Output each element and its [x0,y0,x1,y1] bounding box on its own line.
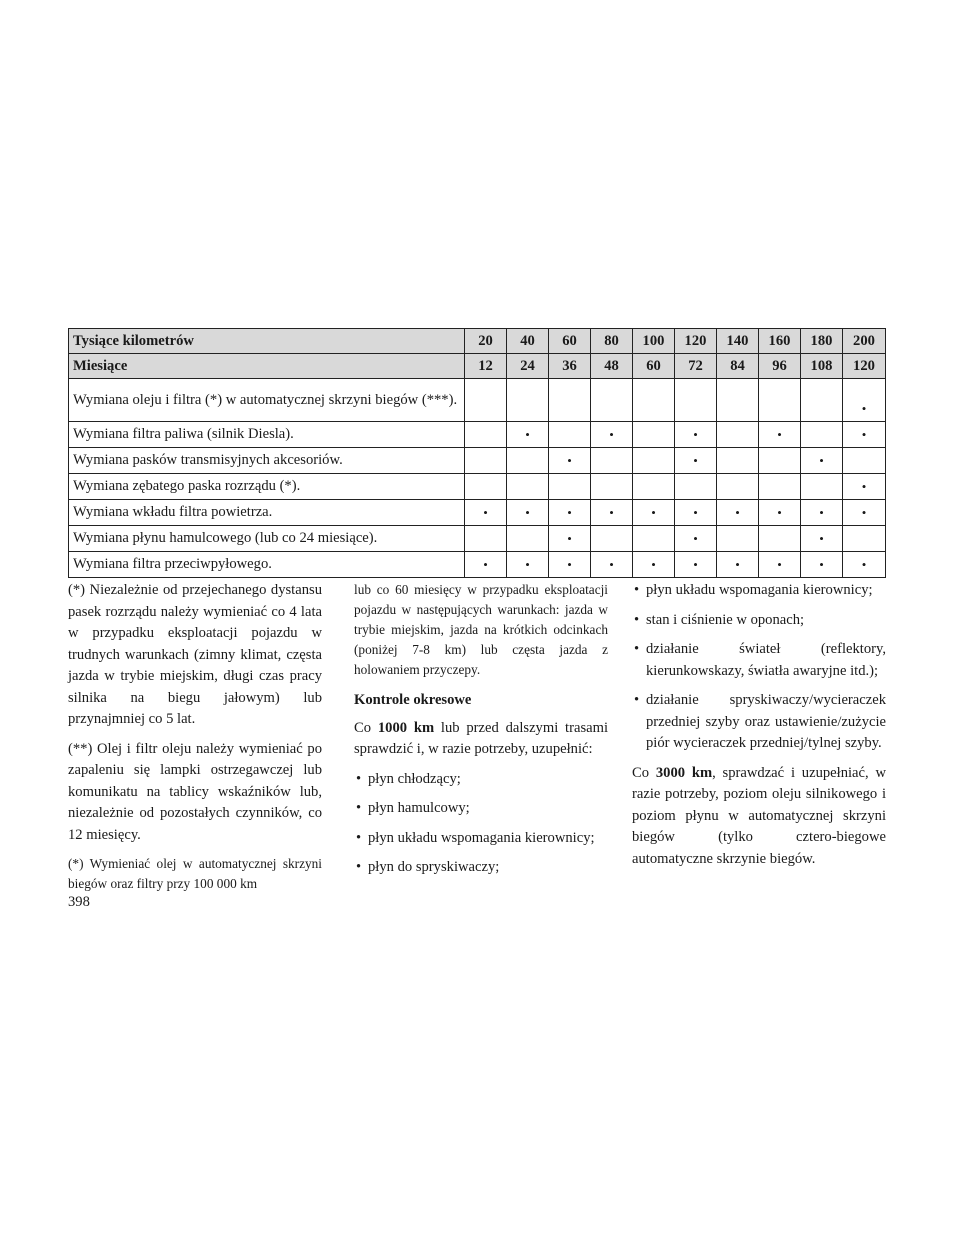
list-item [632,580,886,602]
interval-mark-cell [465,526,507,552]
km-header-cell: 80 [591,329,633,354]
bullet-icon: • [356,829,362,846]
interval-mark-cell [801,474,843,500]
table-row [69,379,886,422]
interval-mark-cell [465,474,507,500]
km-header-cell: 60 [549,329,591,354]
text-column-3 [632,580,886,878]
list-item-text: płyn układu wspomagania kierownicy; [368,829,595,846]
interval-mark-cell: • [549,448,591,474]
km-header-cell: 40 [507,329,549,354]
list-item [632,610,886,632]
months-header-cell: 72 [675,354,717,379]
interval-mark-cell: • [591,552,633,578]
months-header-cell: 48 [591,354,633,379]
months-header-label: Miesiące [69,354,465,379]
text-column-2 [354,580,608,887]
interval-mark-cell: • [717,552,759,578]
km-header-cell: 180 [801,329,843,354]
interval-mark-cell [759,379,801,422]
check-1000km-paragraph [354,718,608,761]
footnote-automatic-transmission: (*) Wymieniać olej w automatycznej skrzyni biegów oraz filtry przy 100 000 km [68,856,322,891]
interval-mark-cell: • [465,552,507,578]
interval-mark-cell [675,379,717,422]
task-cell: Wymiana płynu hamulcowego (lub co 24 miesiące). [69,526,465,552]
footnote-oil: (**) Olej i filtr oleju należy wymieniać po zapaleniu się lampki ostrzegawczej lub komunikatu na tablicy wskaźników lub, niezależnie od pozostałych czynników, co 12 miesięcy. [68,740,322,843]
interval-mark-cell [759,448,801,474]
table-row [69,500,886,526]
interval-mark-cell: • [507,422,549,448]
list-item [354,769,608,791]
km-header-cell: 160 [759,329,801,354]
interval-mark-cell: • [507,552,549,578]
km-header-cell: 20 [465,329,507,354]
bullet-icon: • [356,770,362,787]
check-3000km-pre: Co [632,764,656,781]
check-1000km-distance: 1000 km [377,719,435,736]
table-row [69,526,886,552]
list-item-text: płyn hamulcowy; [368,800,470,816]
task-cell: Wymiana wkładu filtra powietrza. [69,500,465,526]
interval-mark-cell [507,526,549,552]
table-row [69,422,886,448]
interval-mark-cell [591,448,633,474]
interval-mark-cell: • [591,422,633,448]
km-header-cell: 200 [843,329,886,354]
interval-mark-cell: • [843,500,886,526]
interval-mark-cell: • [759,500,801,526]
interval-mark-cell: • [675,422,717,448]
km-header-cell: 140 [717,329,759,354]
interval-mark-cell [759,526,801,552]
interval-mark-cell: • [801,500,843,526]
interval-mark-cell [717,474,759,500]
table-row [69,552,886,578]
bullet-icon: • [356,800,362,816]
interval-mark-cell [717,379,759,422]
km-header-row [69,329,886,354]
list-item-text: płyn chłodzący; [368,770,461,787]
months-header-cell: 84 [717,354,759,379]
interval-mark-cell: • [675,552,717,578]
list-item [354,857,608,879]
interval-mark-cell [843,448,886,474]
list-item [354,828,608,850]
interval-mark-cell [633,526,675,552]
km-header-label: Tysiące kilometrów [69,329,465,354]
interval-mark-cell: • [507,500,549,526]
interval-mark-cell [591,526,633,552]
interval-mark-cell: • [759,552,801,578]
km-header-cell: 100 [633,329,675,354]
section-heading: Kontrole okresowe [354,692,472,708]
interval-mark-cell [549,422,591,448]
interval-mark-cell: • [843,379,886,422]
list-item [354,798,608,820]
maintenance-schedule-table [68,328,886,578]
km-header-cell: 120 [675,329,717,354]
check-3000km-post: , sprawdzać i uzupełniać, w razie potrzeby, poziom oleju silnikowego i poziom płynu w automatycznej skrzyni biegów (tylko cztero-biegowe automatyczne skrzynie biegów. [632,764,886,867]
task-rows [69,379,886,578]
check-list-continued [632,580,886,755]
interval-mark-cell: • [549,552,591,578]
page-number: 398 [68,894,90,910]
interval-mark-cell: • [633,500,675,526]
interval-mark-cell [633,448,675,474]
interval-mark-cell: • [801,552,843,578]
interval-mark-cell [717,448,759,474]
bullet-icon: • [634,641,640,657]
interval-mark-cell [549,474,591,500]
interval-mark-cell [633,422,675,448]
months-header-cell: 96 [759,354,801,379]
interval-mark-cell: • [675,500,717,526]
interval-mark-cell: • [675,526,717,552]
interval-mark-cell: • [465,500,507,526]
bullet-icon: • [634,611,640,628]
months-header-cell: 36 [549,354,591,379]
bullet-icon: • [356,859,362,875]
bullet-icon: • [634,582,640,598]
months-header-row [69,354,886,379]
table-row [69,448,886,474]
footnote-continuation: lub co 60 miesięcy w przypadku eksploatacji pojazdu w następujących warunkach: jazda w trybie miejskim, jazda na krótkich odcinkach (poniżej 7-8 km) lub częsta jazda z holowaniem przyczepy. [354,582,608,677]
list-item-text: stan i ciśnienie w oponach; [646,611,805,628]
months-header-cell: 120 [843,354,886,379]
interval-mark-cell: • [633,552,675,578]
interval-mark-cell: • [675,448,717,474]
interval-mark-cell [801,422,843,448]
months-header-cell: 60 [633,354,675,379]
task-cell: Wymiana pasków transmisyjnych akcesoriów. [69,448,465,474]
interval-mark-cell: • [549,526,591,552]
interval-mark-cell [633,474,675,500]
months-header-cell: 108 [801,354,843,379]
interval-mark-cell: • [843,422,886,448]
interval-mark-cell: • [801,448,843,474]
interval-mark-cell [801,379,843,422]
interval-mark-cell: • [591,500,633,526]
list-item-text: działanie świateł (reflektory, kierunkowskazy, światła awaryjne itd.); [646,641,886,679]
list-item-text: działanie spryskiwaczy/wycieraczek przedniej szyby oraz ustawienie/zużycie piór wycieraczek przedniej/tylnej szyby. [646,692,886,751]
interval-mark-cell [549,379,591,422]
bullet-icon: • [634,692,640,708]
list-item-text: płyn do spryskiwaczy; [368,859,500,875]
check-list-1000km [354,769,608,879]
check-3000km-distance: 3000 km [655,764,713,781]
task-cell: Wymiana oleju i filtra (*) w automatycznej skrzyni biegów (***). [69,379,465,422]
interval-mark-cell [591,474,633,500]
interval-mark-cell: • [843,552,886,578]
list-item-text: płyn układu wspomagania kierownicy; [646,582,873,598]
interval-mark-cell [843,526,886,552]
interval-mark-cell [465,448,507,474]
interval-mark-cell: • [717,500,759,526]
interval-mark-cell [507,448,549,474]
task-cell: Wymiana zębatego paska rozrządu (*). [69,474,465,500]
check-3000km-paragraph [632,763,886,871]
interval-mark-cell [507,379,549,422]
task-cell: Wymiana filtra paliwa (silnik Diesla). [69,422,465,448]
interval-mark-cell [465,379,507,422]
footnote-timing-belt: (*) Niezależnie od przejechanego dystansu pasek rozrządu należy wymieniać co 4 lata w przypadku eksploatacji pojazdu w trudnych warunkach (zimny klimat, częsta jazda w trybie miejskim, długi czas pracy silnika na biegu jałowym) lub przynajmniej co 5 lat. [68,582,322,727]
table-row [69,474,886,500]
interval-mark-cell [717,526,759,552]
months-header-cell: 12 [465,354,507,379]
interval-mark-cell [591,379,633,422]
list-item [632,690,886,755]
interval-mark-cell [633,379,675,422]
list-item [632,639,886,682]
interval-mark-cell: • [549,500,591,526]
interval-mark-cell: • [843,474,886,500]
interval-mark-cell [465,422,507,448]
interval-mark-cell [507,474,549,500]
interval-mark-cell [717,422,759,448]
months-header-cell: 24 [507,354,549,379]
interval-mark-cell [759,474,801,500]
text-column-1 [68,580,322,902]
interval-mark-cell [675,474,717,500]
interval-mark-cell: • [759,422,801,448]
check-1000km-post: lub przed dalszymi trasami sprawdzić i, w razie potrzeby, uzupełnić: [354,719,609,757]
check-1000km-pre: Co [354,719,378,736]
task-cell: Wymiana filtra przeciwpyłowego. [69,552,465,578]
interval-mark-cell: • [801,526,843,552]
